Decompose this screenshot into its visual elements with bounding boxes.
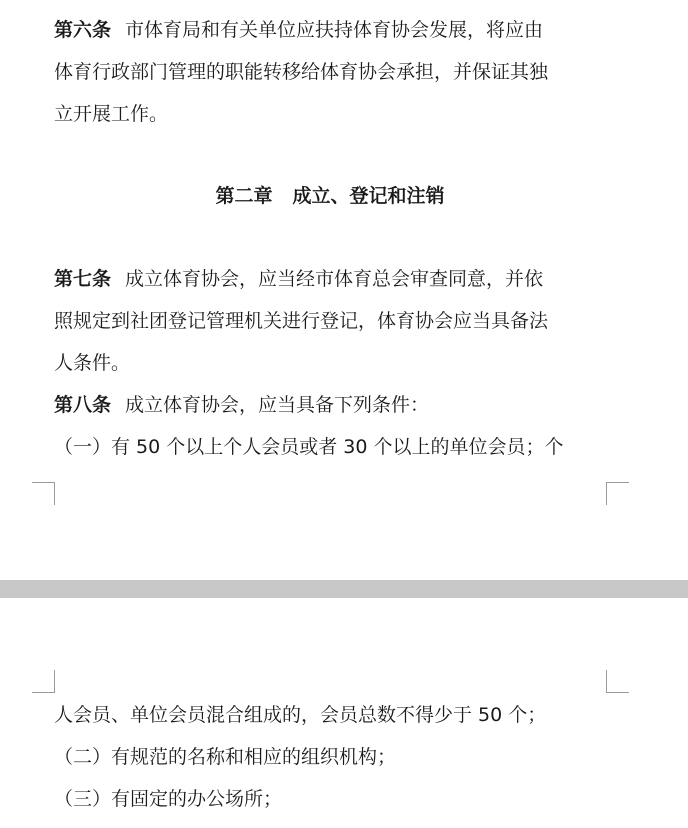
article7-line-1: 第七条 成立体育协会，应当经市体育总会审查同意，并依	[54, 268, 544, 290]
article6-line-2: 体育行政部门管理的职能转移给体育协会承担，并保证其独	[54, 61, 549, 83]
article8-item1-part2: 人会员、单位会员混合组成的，会员总数不得少于 50 个；	[54, 704, 547, 726]
margin-mark-bottom-left	[32, 482, 55, 505]
margin-mark-top-left	[32, 670, 55, 693]
article8-label: 第八条	[54, 394, 112, 416]
chapter-heading	[0, 181, 660, 211]
margin-mark-top-right	[606, 670, 629, 693]
article8-item3: （三）有固定的办公场所；	[54, 788, 283, 810]
article7-line-3: 人条件。	[54, 352, 131, 374]
article7-label: 第七条	[54, 268, 112, 290]
article8-item2: （二）有规范的名称和相应的组织机构；	[54, 746, 397, 768]
page-separator	[0, 580, 688, 598]
chapter-number: 第二章	[215, 185, 273, 207]
article6-line-1: 第六条 市体育局和有关单位应扶持体育协会发展，将应由	[54, 19, 544, 41]
article6-label: 第六条	[54, 19, 112, 41]
margin-mark-bottom-right	[606, 482, 629, 505]
article6-line-3: 立开展工作。	[54, 103, 169, 125]
article8-line-1: 第八条 成立体育协会，应当具备下列条件：	[54, 394, 430, 416]
article8-item1-part1: （一）有 50 个以上个人会员或者 30 个以上的单位会员；个	[54, 436, 564, 458]
article7-line-2: 照规定到社团登记管理机关进行登记，体育协会应当具备法	[54, 310, 549, 332]
chapter-title: 成立、登记和注销	[292, 185, 445, 207]
